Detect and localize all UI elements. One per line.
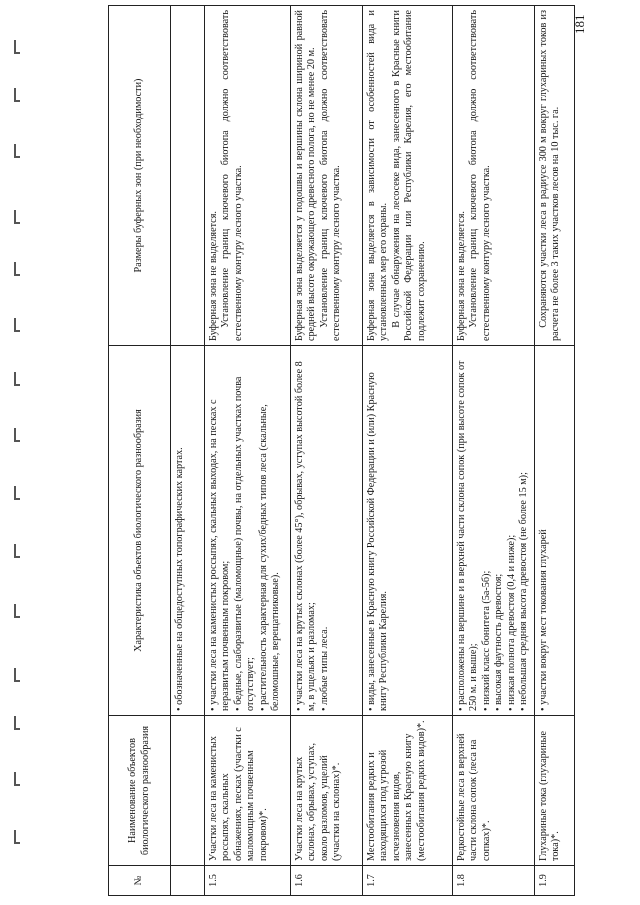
header-buffer-zone: Размеры буферных зон (при необходимости) xyxy=(109,6,171,346)
zone-text: Установление границ ключевого биотопа должно соответствовать естественному контуру лесного участка. xyxy=(220,10,244,341)
row-characteristics xyxy=(453,346,535,716)
row-characteristics xyxy=(291,346,363,716)
header-num: № xyxy=(109,866,171,896)
table-row xyxy=(453,6,535,896)
biodiversity-table xyxy=(108,5,575,896)
char-item: • участки вокруг мест токования глухарей xyxy=(538,350,550,711)
row-buffer-zone xyxy=(534,6,574,346)
char-item: • любые типы леса. xyxy=(319,350,331,711)
char-item: • высокая фаутность древостоя; xyxy=(493,350,505,711)
row-characteristics xyxy=(534,346,574,716)
row-num: 1.9 xyxy=(534,866,574,896)
table-row xyxy=(534,6,574,896)
row-name xyxy=(171,716,205,866)
zone-text: Установление границ ключевого биотопа должно соответствовать естественному контуру лесного участка. xyxy=(318,10,343,341)
char-item: • растительность характерная для сухих/бедных типов леса (скальные, беломошные, верещатниковые). xyxy=(258,350,283,711)
rotated-table-wrapper xyxy=(108,6,562,896)
zone-text: Буферная зона выделяется в зависимости от особенностей вида и установленных мер его охраны. xyxy=(366,10,390,341)
char-item: • бедные, слаборазвитые (маломощные) почвы, на отдельных участках почва отсутствует; xyxy=(233,350,258,711)
table-row xyxy=(291,6,363,896)
zone-text: В случае обнаружения на лесосеке вида, занесенного в Красные книги Российской Федерации или Республики Карелия, его местообитание подлежит сохранению. xyxy=(390,10,427,341)
row-buffer-zone xyxy=(291,6,363,346)
page-number: 181 xyxy=(572,14,587,34)
table-row xyxy=(205,6,291,896)
zone-text: Сохраняются участки леса в радиусе 300 м вокруг глухариных токов из расчета не более 3 таких участков лесов на 10 тыс. га. xyxy=(537,10,562,341)
row-characteristics xyxy=(205,346,291,716)
char-item: • обозначенные на общедоступных топографических картах. xyxy=(174,350,186,711)
char-item: • участки леса на крутых склонах (более 45°), обрывах, уступах высотой более 8 м, в ущельях и разломах; xyxy=(294,350,319,711)
zone-text: Буферная зона не выделяется. xyxy=(456,211,467,341)
row-buffer-zone xyxy=(453,6,535,346)
zone-text: Установление границ ключевого биотопа должно соответствовать естественному контуру лесного участка. xyxy=(468,10,492,341)
char-item: • небольшая средняя высота древостоя (не более 15 м); xyxy=(518,350,530,711)
char-item: • низкий класс бонитета (5а-5б); xyxy=(481,350,493,711)
row-num: 1.7 xyxy=(363,866,453,896)
row-name: Местообитания редких и находящихся под угрозой исчезновения видов, занесенных в Красную книгу (местообитания редких видов)*. xyxy=(363,716,453,866)
char-item: • расположены на вершине и в верхней части склона сопок (при высоте сопок от 250 м. и выше); xyxy=(456,350,481,711)
row-name: Редкостойные леса в верхней части склона сопок (леса на сопках)*. xyxy=(453,716,535,866)
table-header-row xyxy=(109,6,171,896)
char-item: • низкая полнота древостоя (0,4 и ниже); xyxy=(506,350,518,711)
scan-edge-marks xyxy=(0,0,40,905)
row-name: Глухариные тока (глухариные тока)*. xyxy=(534,716,574,866)
row-buffer-zone xyxy=(205,6,291,346)
zone-text: Буферная зона не выделяется. xyxy=(208,211,219,341)
row-num: 1.8 xyxy=(453,866,535,896)
header-name: Наименование объектов биологического разнообразия xyxy=(109,716,171,866)
row-num: 1.6 xyxy=(291,866,363,896)
table-row xyxy=(171,6,205,896)
row-characteristics xyxy=(363,346,453,716)
zone-text: Буферная зона выделяется у подошвы и вершины склона шириной равной средней высоте окружающего древесного полога, но не менее 20 м. xyxy=(294,10,318,341)
header-characteristics: Характеристика объектов биологического разнообразия xyxy=(109,346,171,716)
char-item: • участки леса на каменистых россыпях, скальных выходах, на песках с неразвитым почвенным покровом; xyxy=(208,350,233,711)
row-num: 1.5 xyxy=(205,866,291,896)
row-buffer-zone xyxy=(171,6,205,346)
table-row xyxy=(363,6,453,896)
row-characteristics xyxy=(171,346,205,716)
row-name: Участки леса на крутых склонах, обрывах, уступах, около разломов, ущелий (участки на склонах)*. xyxy=(291,716,363,866)
char-item: • виды, занесенные в Красную книгу Российской Федерации и (или) Красную книгу Республики Карелия. xyxy=(366,350,391,711)
row-num xyxy=(171,866,205,896)
row-buffer-zone xyxy=(363,6,453,346)
row-name: Участки леса на каменистых россыпях, скальных обнажениях, песках (участки с маломощным почвенным покровом)*. xyxy=(205,716,291,866)
